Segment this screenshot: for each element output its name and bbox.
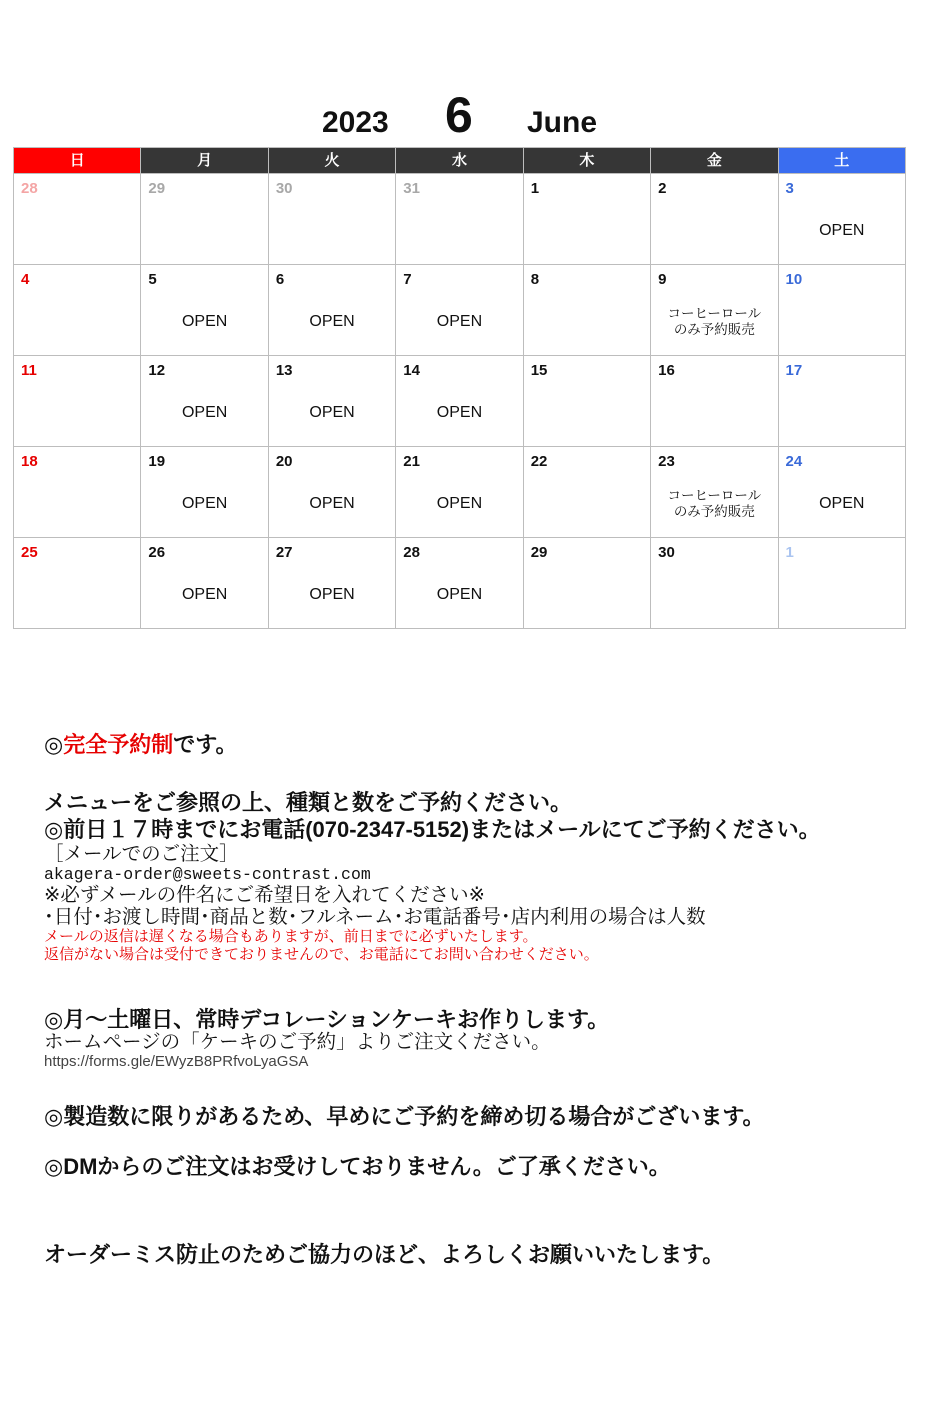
weekday-sunday: 日 — [14, 148, 141, 174]
day-cell — [778, 265, 905, 356]
day-number: 28 — [21, 180, 38, 197]
notice-email-address[interactable]: akagera-order@sweets-contrast.com — [44, 865, 371, 884]
day-number: 21 — [403, 453, 420, 470]
notice-no-dm: ◎DMからのご注文はお受けしておりません。ご了承ください。 — [44, 1154, 671, 1179]
day-special-note — [651, 306, 777, 337]
month-calendar — [13, 147, 906, 629]
day-number: 11 — [21, 362, 37, 379]
day-cell — [14, 265, 141, 356]
day-note-line: OPEN — [819, 222, 865, 239]
day-cell — [778, 447, 905, 538]
day-note-line: コーヒーロール — [667, 306, 762, 321]
day-number: 15 — [530, 362, 548, 379]
day-cell — [268, 447, 395, 538]
day-note-line: OPEN — [181, 404, 228, 421]
day-note-line: OPEN — [436, 586, 483, 603]
notice-thanks: オーダーミス防止のためご協力のほど、よろしくお願いいたします。 — [44, 1242, 725, 1267]
day-number: 1 — [530, 180, 540, 197]
day-number: 5 — [148, 271, 157, 288]
weekday-friday: 金 — [651, 148, 778, 174]
day-number: 20 — [275, 453, 293, 470]
week-row — [14, 356, 906, 447]
day-number: 14 — [403, 362, 420, 379]
day-number: 4 — [21, 271, 30, 288]
day-note-line: OPEN — [309, 313, 355, 330]
day-cell — [651, 265, 778, 356]
day-cell — [14, 356, 141, 447]
day-cell — [14, 538, 141, 629]
calendar-body — [14, 174, 906, 629]
open-label — [779, 222, 905, 240]
week-row — [14, 265, 906, 356]
day-cell — [141, 265, 268, 356]
day-cell — [778, 538, 905, 629]
day-cell — [651, 538, 778, 629]
day-number: 6 — [275, 271, 285, 288]
calendar-year: 2023 — [322, 106, 389, 139]
day-number: 7 — [403, 271, 412, 288]
notice-reply-note-1: メールの返信は遅くなる場合もありますが、前日までに必ずいたします。 — [44, 928, 538, 945]
open-label — [141, 313, 267, 331]
notice-highlight: 完全予約制 — [63, 732, 174, 757]
day-number: 12 — [148, 362, 166, 379]
day-number: 16 — [658, 362, 675, 379]
day-number: 13 — [275, 362, 293, 379]
weekday-header — [14, 148, 906, 174]
open-label — [396, 313, 522, 331]
notice-deadline: ◎前日１７時までにお電話(070-2347-5152)またはメールにてご予約ください。 — [44, 817, 821, 842]
day-note-line: のみ予約販売 — [673, 503, 755, 519]
day-note-line: OPEN — [436, 313, 483, 330]
notice-email-fields: ･日付･お渡し時間･商品と数･フルネーム･お電話番号･店内利用の場合は人数 — [44, 906, 706, 928]
day-note-line: OPEN — [309, 404, 355, 421]
notice-suffix: です。 — [173, 732, 238, 757]
day-note-line: OPEN — [436, 495, 483, 512]
open-label — [141, 404, 267, 422]
open-label — [396, 586, 522, 604]
day-cell — [396, 447, 523, 538]
day-cell — [396, 356, 523, 447]
open-label — [269, 586, 395, 604]
day-cell — [268, 265, 395, 356]
day-cell — [523, 538, 650, 629]
day-number: 25 — [21, 544, 38, 561]
open-label — [269, 313, 395, 331]
day-number: 10 — [785, 271, 803, 288]
day-number: 23 — [658, 453, 675, 470]
day-number: 28 — [403, 544, 420, 561]
day-number: 19 — [148, 453, 166, 470]
day-note-line: OPEN — [309, 495, 355, 512]
day-cell — [141, 174, 268, 265]
day-number: 22 — [530, 453, 548, 470]
day-number: 29 — [530, 544, 548, 561]
notice-menu: メニューをご参照の上、種類と数をご予約ください。 — [44, 790, 573, 815]
week-row — [14, 538, 906, 629]
day-note-line: OPEN — [181, 495, 228, 512]
notice-homepage: ホームページの「ケーキのご予約」よりご注文ください。 — [44, 1031, 551, 1053]
notice-email-subject: ※必ずメールの件名にご希望日を入れてください※ — [44, 884, 486, 906]
open-label — [269, 495, 395, 513]
open-label — [779, 495, 905, 513]
day-cell — [268, 174, 395, 265]
notice-email-heading: ［メールでのご注文］ — [44, 843, 239, 865]
open-label — [141, 586, 267, 604]
day-special-note — [651, 488, 777, 519]
notice-decoration: ◎月～土曜日、常時デコレーションケーキお作りします。 — [44, 1007, 610, 1032]
day-number: 27 — [275, 544, 293, 561]
day-note-line: コーヒーロール — [667, 488, 762, 503]
day-cell — [651, 356, 778, 447]
day-number: 29 — [148, 180, 166, 197]
day-note-line: OPEN — [819, 495, 865, 512]
day-cell — [141, 538, 268, 629]
open-label — [396, 495, 522, 513]
day-cell — [523, 174, 650, 265]
day-note-line: OPEN — [436, 404, 483, 421]
day-cell — [651, 447, 778, 538]
day-number: 30 — [275, 180, 293, 197]
open-label — [269, 404, 395, 422]
weekday-tuesday: 火 — [268, 148, 395, 174]
day-cell — [268, 356, 395, 447]
day-cell — [651, 174, 778, 265]
day-cell — [268, 538, 395, 629]
weekday-header-row — [14, 148, 906, 174]
day-number: 17 — [785, 362, 803, 379]
weekday-thursday: 木 — [523, 148, 650, 174]
notice-mark: ◎ — [44, 732, 64, 757]
week-row — [14, 174, 906, 265]
day-cell — [141, 447, 268, 538]
day-number: 18 — [21, 453, 38, 470]
day-note-line: OPEN — [309, 586, 355, 603]
open-label — [396, 404, 522, 422]
day-cell — [523, 447, 650, 538]
day-number: 2 — [658, 180, 667, 197]
day-cell — [523, 356, 650, 447]
day-note-line: OPEN — [181, 586, 228, 603]
notice-form-url[interactable]: https://forms.gle/EWyzB8PRfvoLyaGSA — [44, 1053, 309, 1070]
week-row — [14, 447, 906, 538]
calendar-month-number: 6 — [445, 87, 473, 143]
day-cell — [396, 538, 523, 629]
weekday-wednesday: 水 — [396, 148, 523, 174]
day-number: 9 — [658, 271, 667, 288]
notice-limited: ◎製造数に限りがあるため、早めにご予約を締め切る場合がございます。 — [44, 1104, 765, 1129]
notice-reply-note-2: 返信がない場合は受付できておりませんので、お電話にてお問い合わせください。 — [44, 946, 599, 963]
day-cell — [778, 356, 905, 447]
open-label — [141, 495, 267, 513]
calendar-month-name: June — [527, 106, 598, 139]
day-number: 26 — [148, 544, 166, 561]
notice-reservation-only — [44, 733, 237, 757]
day-number: 30 — [658, 544, 675, 561]
day-cell — [778, 174, 905, 265]
day-cell — [396, 174, 523, 265]
day-number: 31 — [403, 180, 420, 197]
day-number: 24 — [785, 453, 803, 470]
day-cell — [141, 356, 268, 447]
day-note-line: OPEN — [181, 313, 228, 330]
day-cell — [523, 265, 650, 356]
day-number: 1 — [785, 544, 794, 561]
day-cell — [14, 174, 141, 265]
day-number: 3 — [785, 180, 794, 197]
day-cell — [14, 447, 141, 538]
day-number: 8 — [530, 271, 540, 288]
day-note-line: のみ予約販売 — [673, 321, 755, 337]
weekday-monday: 月 — [141, 148, 268, 174]
day-cell — [396, 265, 523, 356]
weekday-saturday: 土 — [778, 148, 905, 174]
